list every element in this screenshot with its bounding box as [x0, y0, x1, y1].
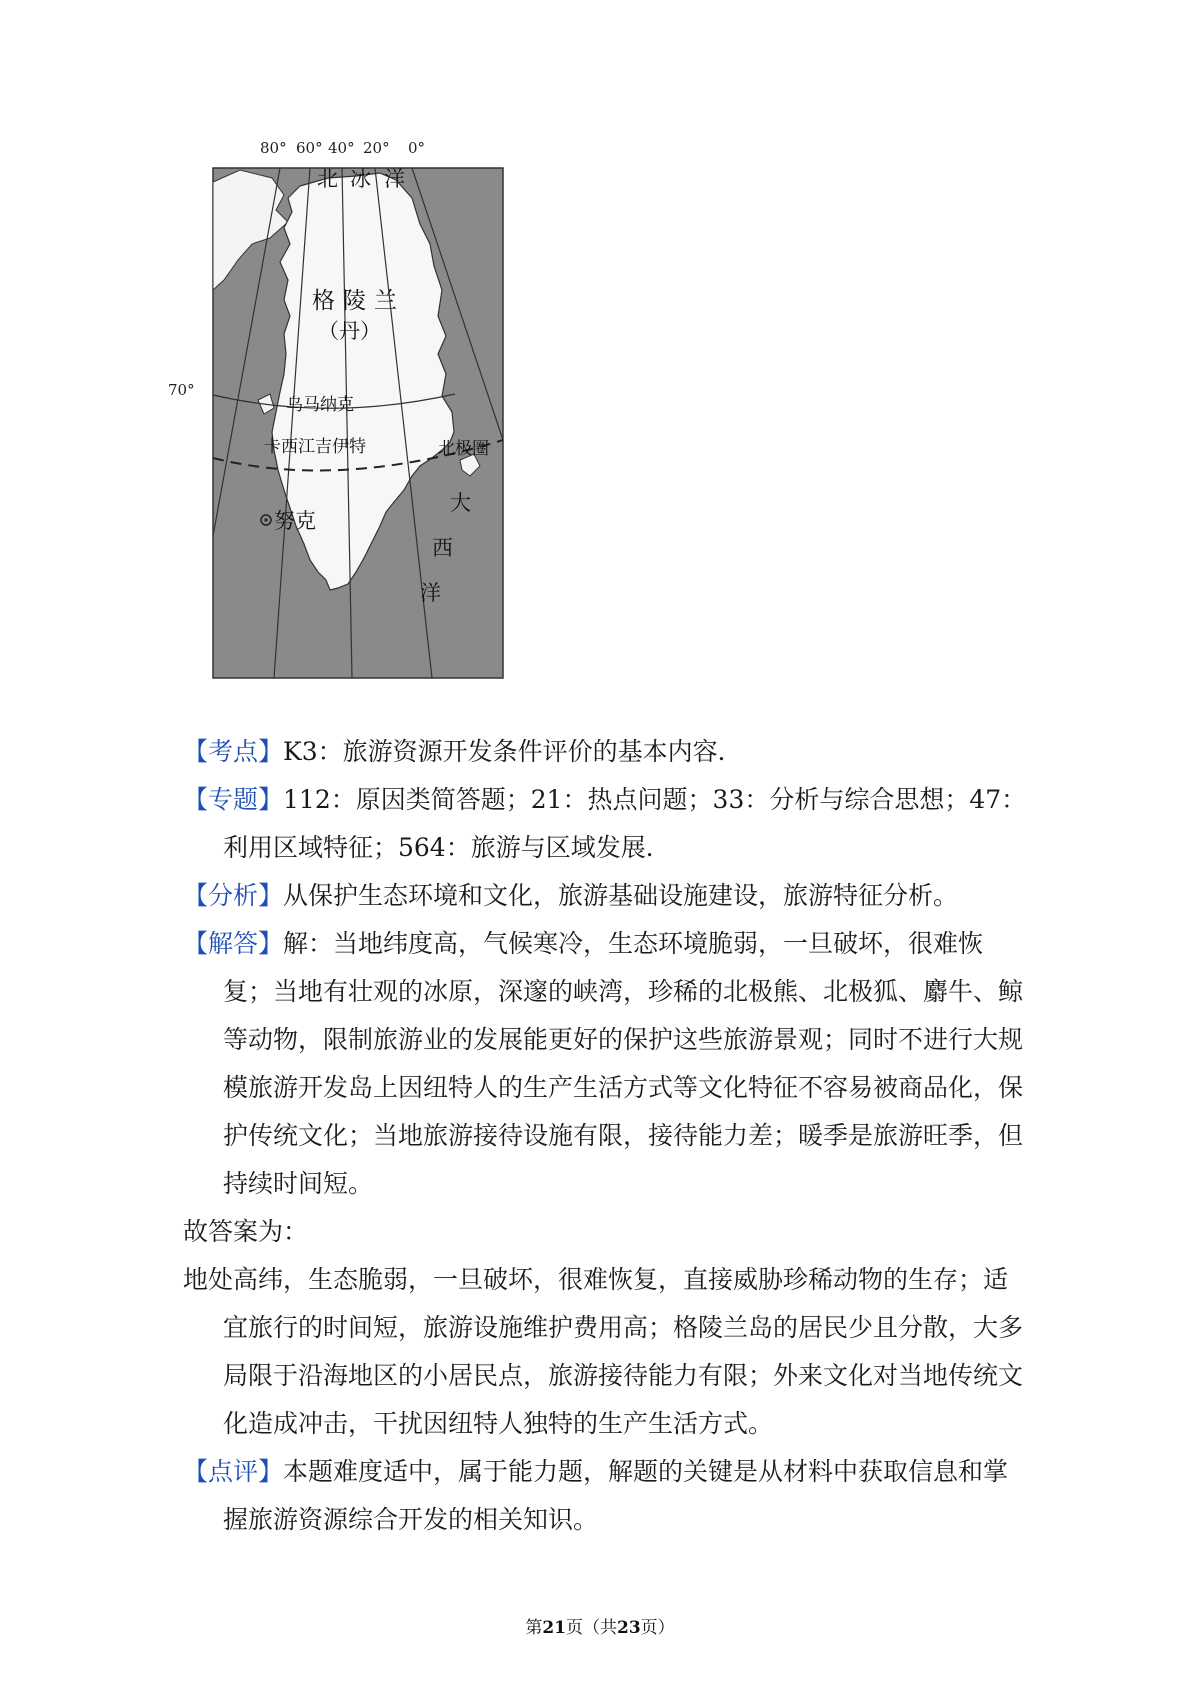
lon-label-20: 20°: [363, 139, 390, 157]
nuuk-capital-dot: [264, 518, 267, 521]
fenxi-text: 从保护生态环境和文化，旅游基础设施建设，旅游特征分析。: [283, 881, 959, 910]
greenland-note: （丹）: [318, 319, 381, 343]
jieda-text: 解：当地纬度高，气候寒冷，生态环境脆弱，一旦破坏，很难恢复；当地有壮观的冰原，深邃的峡湾，珍稀的北极熊、北极狐、麝牛、鲸等动物，限制旅游业的发展能更好的保护这些旅游景观；同时不进行大规模旅游开发岛上因纽特人的生产生活方式等文化特征不容易被商品化，保护传统文化；当地旅游接待设施有限，接待能力差；暖季是旅游旺季，但持续时间短。: [223, 929, 1024, 1198]
zhuanti-text: 112：原因类简答题；21：热点问题；33：分析与综合思想；47：利用区域特征；564：旅游与区域发展．: [223, 785, 1027, 862]
page-footer: [0, 1613, 1200, 1638]
lon-label-40: 40°: [328, 139, 355, 157]
answer-text: 地处高纬，生态脆弱，一旦破坏，很难恢复，直接威胁珍稀动物的生存；适宜旅行的时间短，旅游设施维护费用高；格陵兰岛的居民少且分散，大多局限于沿海地区的小居民点，旅游接待能力有限；外来文化对当地传统文化造成冲击，干扰因纽特人独特的生产生活方式。: [183, 1265, 1024, 1438]
lon-label-80: 80°: [260, 139, 287, 157]
footer-mid: 页（共: [566, 1618, 617, 1638]
lat-label-70: 70°: [168, 381, 195, 399]
uummannaq-label: 乌马纳克: [286, 395, 354, 415]
atlantic-char-3: 洋: [420, 581, 441, 605]
north-ocean-char-1: 北: [317, 167, 338, 191]
jieda-tag: 【解答】: [183, 929, 284, 958]
footer-page-number: 21: [542, 1618, 566, 1638]
fenxi-paragraph: [183, 872, 1028, 920]
arctic-circle-label: 北极圈: [438, 439, 489, 459]
north-ocean-char-2: 冰: [350, 167, 371, 191]
footer-suffix: 页）: [640, 1618, 675, 1638]
footer-prefix: 第: [525, 1618, 543, 1638]
greenland-map: [168, 139, 545, 680]
answer-content: [183, 728, 1028, 1544]
zhuanti-tag: 【专题】: [183, 785, 284, 814]
kangerlussuaq-label: 卡西江吉伊特: [264, 437, 366, 457]
fenxi-tag: 【分析】: [183, 881, 284, 910]
zhuanti-paragraph: [183, 776, 1028, 872]
kaodian-tag: 【考点】: [183, 737, 284, 766]
atlantic-char-2: 西: [432, 536, 453, 560]
north-ocean-char-3: 洋: [384, 167, 405, 191]
lon-label-0: 0°: [408, 139, 426, 157]
dianping-paragraph: [183, 1448, 1028, 1544]
footer-total-pages: 23: [617, 1618, 641, 1638]
nuuk-label: 努克: [274, 509, 316, 533]
jieda-paragraph: [183, 920, 1028, 1208]
dianping-tag: 【点评】: [183, 1457, 284, 1486]
greenland-label: 格陵兰: [312, 288, 405, 314]
lon-label-60: 60°: [296, 139, 323, 157]
dianping-text: 本题难度适中，属于能力题，解题的关键是从材料中获取信息和掌握旅游资源综合开发的相关知识。: [223, 1457, 1009, 1534]
kaodian-paragraph: [183, 728, 1028, 776]
kaodian-text: K3：旅游资源开发条件评价的基本内容．: [283, 737, 743, 766]
answer-intro: 故答案为：: [183, 1217, 309, 1246]
atlantic-char-1: 大: [450, 491, 471, 515]
